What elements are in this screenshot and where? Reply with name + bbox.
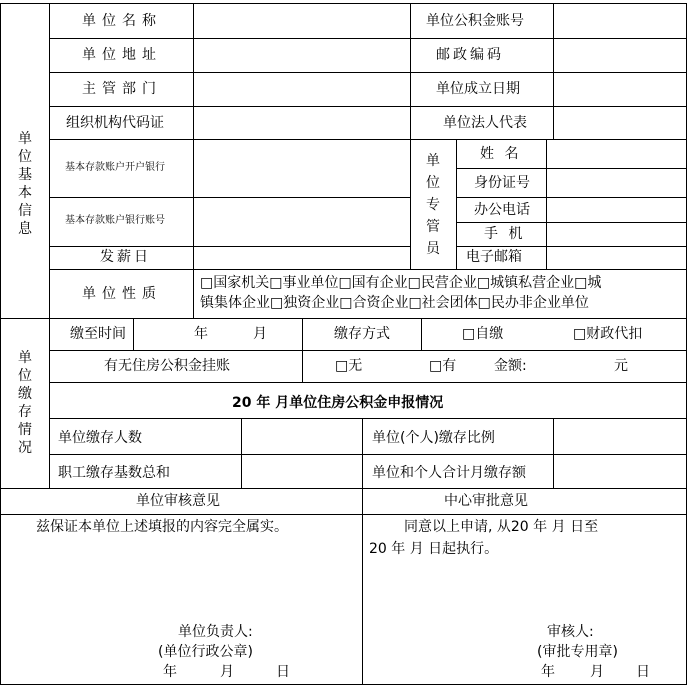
- rule: [0, 3, 1, 685]
- rule: [546, 139, 547, 270]
- rule: [456, 222, 686, 223]
- center-statement-line1: 同意以上申请, 从20 年 月 日至: [404, 519, 599, 535]
- unit-date-month: 月: [220, 664, 234, 680]
- arrears-no-option[interactable]: □无: [335, 358, 363, 374]
- unit-fund-account-label: 单位公积金账号: [426, 13, 524, 29]
- center-date-year: 年: [541, 664, 555, 680]
- finance-pay-option[interactable]: □财政代扣: [573, 326, 643, 342]
- rule: [49, 72, 686, 73]
- rule: [0, 318, 686, 319]
- monthly-total-label: 单位和个人合计月缴存额: [372, 465, 526, 481]
- contact-id-label: 身份证号: [474, 175, 530, 191]
- rule: [410, 3, 411, 270]
- unit-statement: 兹保证本单位上述填报的内容完全属实。: [36, 519, 288, 535]
- rule: [49, 454, 686, 455]
- rule: [133, 318, 134, 351]
- center-seal-label: (审批专用章): [537, 644, 618, 660]
- rule: [49, 382, 686, 383]
- deposit-ratio-label: 单位(个人)缴存比例: [372, 430, 495, 446]
- base-total-label: 职工缴存基数总和: [58, 465, 170, 481]
- rule: [49, 418, 686, 419]
- rule: [456, 168, 686, 169]
- rule: [49, 350, 686, 351]
- paid-until-label: 缴至时间: [70, 326, 126, 342]
- arrears-yes-option[interactable]: □有: [429, 358, 457, 374]
- center-opinion-header: 中心审批意见: [444, 493, 528, 509]
- postal-code-label: 邮政编码: [436, 47, 504, 63]
- arrears-label: 有无住房公积金挂账: [104, 358, 230, 374]
- deposit-account-label: 基本存款账户银行账号: [65, 215, 165, 226]
- declaration-title: 20 年 月单位住房公积金申报情况: [232, 395, 444, 411]
- rule: [456, 139, 457, 270]
- unit-nature-options-line1[interactable]: □国家机关□事业单位□国有企业□民营企业□城镇私营企业□城: [200, 275, 602, 291]
- unit-address-label: 单位地址: [82, 47, 162, 63]
- rule: [49, 197, 410, 198]
- rule: [0, 488, 686, 489]
- amount-label: 金额:: [494, 358, 527, 374]
- unit-date-year: 年: [163, 664, 177, 680]
- unit-nature-options-line2[interactable]: 镇集体企业□独资企业□合资企业□社会团体□民办非企业单位: [200, 295, 589, 311]
- paid-until-year: 年: [194, 326, 208, 342]
- rule: [49, 3, 50, 489]
- center-signer-label: 审核人:: [547, 624, 594, 640]
- contact-phone-label: 办公电话: [474, 202, 530, 218]
- rule: [421, 318, 422, 351]
- rule: [49, 106, 686, 107]
- rule: [553, 418, 554, 489]
- unit-name-label: 单位名称: [82, 13, 162, 29]
- supervisor-dept-label: 主管部门: [82, 81, 162, 97]
- unit-signer-label: 单位负责人:: [178, 624, 253, 640]
- rule: [553, 3, 554, 140]
- section-deposit-label: 单位缴存情况: [18, 350, 32, 456]
- payday-label: 发薪日: [100, 249, 151, 265]
- contact-email-label: 电子邮箱: [466, 249, 522, 265]
- center-date-month: 月: [590, 664, 604, 680]
- rule: [0, 3, 686, 4]
- center-date-day: 日: [636, 664, 650, 680]
- employee-count-label: 单位缴存人数: [58, 430, 142, 446]
- contact-officer-label: 单位专管员: [426, 153, 440, 257]
- rule: [49, 139, 686, 140]
- deposit-bank-label: 基本存款账户开户银行: [65, 162, 165, 173]
- rule: [302, 318, 303, 383]
- amount-unit: 元: [614, 358, 628, 374]
- rule: [49, 38, 686, 39]
- rule: [193, 3, 194, 270]
- unit-date-day: 日: [276, 664, 290, 680]
- contact-mobile-label: 手 机: [484, 226, 526, 242]
- rule: [193, 269, 194, 319]
- unit-opinion-header: 单位审核意见: [136, 493, 220, 509]
- section-basic-info-label: 单位基本信息: [18, 131, 32, 237]
- rule: [456, 197, 686, 198]
- rule: [456, 246, 686, 247]
- deposit-method-label: 缴存方式: [334, 326, 390, 342]
- rule: [362, 488, 363, 685]
- self-pay-option[interactable]: □自缴: [462, 326, 504, 342]
- center-statement-line2: 20 年 月 日起执行。: [369, 541, 499, 557]
- rule: [49, 246, 410, 247]
- rule: [49, 269, 686, 270]
- rule: [241, 418, 242, 489]
- paid-until-month: 月: [253, 326, 267, 342]
- unit-seal-label: (单位行政公章): [158, 644, 253, 660]
- establish-date-label: 单位成立日期: [436, 81, 520, 97]
- org-code-label: 组织机构代码证: [66, 115, 164, 131]
- unit-nature-label: 单位性质: [82, 286, 162, 302]
- legal-rep-label: 单位法人代表: [443, 115, 527, 131]
- rule: [0, 514, 686, 515]
- contact-name-label: 姓 名: [480, 146, 522, 162]
- rule: [362, 418, 363, 489]
